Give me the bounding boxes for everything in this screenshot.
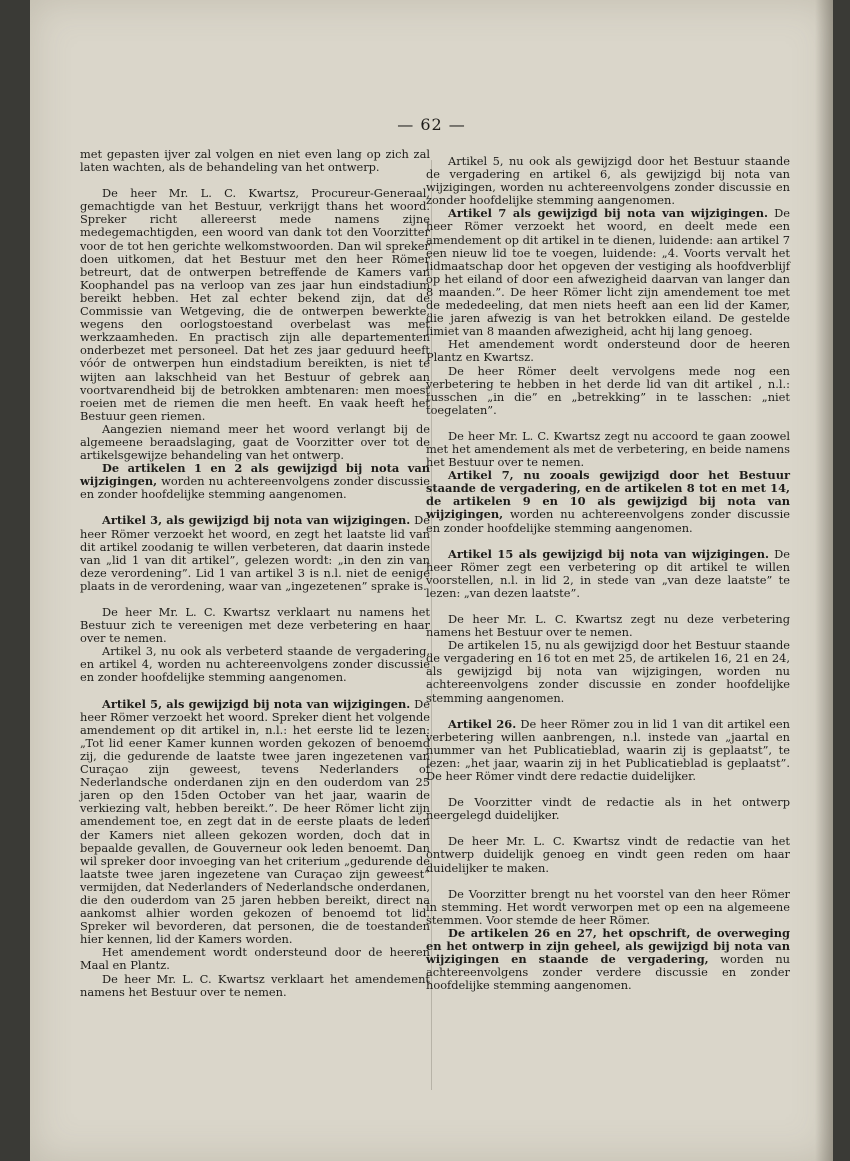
paragraph-text: Artikel 5, nu ook als gewijzigd door het Bestuur staande de vergadering en artikel 6, als gewijzigd bij nota van wijzigingen, worden nu achtereenvolgens zonder discussie en zonder hoofdelijke stemming aangenomen. <box>426 154 790 208</box>
paragraph <box>80 514 430 593</box>
paragraph-text: worden nu achtereenvolgens zonder verdere discussie en zonder hoofdelijke stemming aangenomen. <box>426 952 790 993</box>
paragraph-text: met gepasten ijver zal volgen en niet even lang op zich zal laten wachten, als de behandeling van het ontwerp. <box>80 147 430 175</box>
paragraph <box>426 155 790 207</box>
paragraph-text: Het amendement wordt ondersteund door de heeren Plantz en Kwartsz. <box>426 337 790 365</box>
paragraph-lead: Artikel 5, als gewijzigd bij nota van wijzigingen. <box>102 696 411 711</box>
paragraph <box>426 548 790 600</box>
paragraph-text: De heer Römer zegt een verbetering op dit artikel te willen voorstellen, n.l. in lid 2, in stede van „van deze laatste” te lezen: „van dezen laatste”. <box>426 546 790 600</box>
paragraph-text: De heer Römer verzoekt het woord, en deelt mede een amendement op dit artikel in te dienen, luidende: aan artikel 7 een nieuw lid toe te voegen, luidende: „4. Voorts vervalt het lidmaatschap door het opgeven der vestiging als hoofdverblijf op het eiland of door een afwezigheid daarvan van langer dan 8 maanden.”. De heer Römer licht zijn amendement toe met de mededeeling, dat men niets heeft aan een lid der Kamer, die jaren afwezig is van het betrokken eiland. De gestelde limiet van 8 maanden afwezigheid, acht hij lang genoeg. <box>426 206 791 339</box>
paragraph-lead: Artikel 7 als gewijzigd bij nota van wijzigingen. <box>448 206 768 221</box>
paragraph-lead: Artikel 15 als gewijzigd bij nota van wijzigingen. <box>448 546 769 561</box>
paragraph-text: Artikel 3, nu ook als verbeterd staande de vergadering, en artikel 4, worden nu achtereenvolgens zonder discussie en zonder hoofdelijke stemming aangenomen. <box>80 644 430 685</box>
paragraph-lead: De artikelen 1 en 2 als gewijzigd bij nota van wijzigingen, <box>80 461 430 489</box>
paragraph-text: worden nu achtereenvolgens zonder discussie en zonder hoofdelijke stemming aangenomen. <box>80 474 430 502</box>
paragraph <box>426 927 790 992</box>
paragraph <box>80 187 430 423</box>
paragraph-text: De heer Mr. L. C. Kwartsz verklaart nu namens het Bestuur zich te vereenigen met deze verbetering en haar over te nemen. <box>80 605 430 646</box>
paragraph <box>426 835 790 874</box>
paragraph-text: De heer Römer deelt vervolgens mede nog een verbetering te hebben in het derde lid van dit artikel , n.l.: tusschen „in die” en „betrekking” in te lasschen: „niet toegelaten”. <box>426 363 790 417</box>
paragraph-lead: Artikel 7, nu zooals gewijzigd door het Bestuur staande de vergadering, en de artikelen 8 tot en met 14, de artikelen 9 en 10 als gewijzigd bij nota van wijzigingen, <box>426 468 790 522</box>
paragraph-text: Aangezien niemand meer het woord verlangt bij de algemeene beraadslaging, gaat de Voorzitter over tot de artikelsgewijze behandeling van het ontwerp. <box>80 421 430 463</box>
paragraph-text: De Voorzitter brengt nu het voorstel van den heer Römer in stemming. Het wordt verworpen met op een na algemeene stemmen. Voor stemde de heer Römer. <box>426 886 790 927</box>
paragraph-text: worden nu achtereenvolgens zonder discussie en zonder hoofdelijke stemming aangenomen. <box>426 507 790 535</box>
paragraph <box>426 718 790 783</box>
paragraph-text: De heer Mr. L. C. Kwartsz zegt nu deze verbetering namens het Bestuur over te nemen. <box>426 612 790 640</box>
paragraph-text: De heer Mr. L. C. Kwartsz vindt de redactie van het ontwerp duidelijk genoeg en vindt geen reden om haar duidelijker te maken. <box>426 834 790 875</box>
paragraph-text: De artikelen 15, nu als gewijzigd door het Bestuur staande de vergadering en 16 tot en met 25, de artikelen 16, 21 en 24, als gewijzigd bij nota van wijzigingen, worden nu achtereenvolgens zonder discussie en zonder hoofdelijke stemming aangenomen. <box>426 638 790 705</box>
paragraph-text: De heer Römer verzoekt het woord. Spreker dient het volgende amendement op dit artikel in, n.l.: het eerste lid te lezen: „Tot lid eener Kamer kunnen worden gekozen of benoemd zij, die gedurende de laatste twee jaren ingezetenen van Curaçao zijn geweest, tevens Nederlanders of Nederlandsche onderdanen zijn en den ouderdom van 25 jaren op den 15den October van het jaar, waarin de verkiezing valt, hebben bereikt.”. De heer Römer licht zijn amendement toe, en zegt dat in de eerste plaats de leden der Kamers niet alleen gekozen worden, doch dat in bepaalde gevallen, de Gouverneur ook leden benoemt. Dan wil spreker door invoeging van het criterium „gedurende de laatste twee jaren ingezetene van Curaçao zijn geweest” vermijden, dat Nederlanders of Nederlandsche onderdanen, die den ouderdom van 25 jaren hebben bereikt, direct na aankomst alhier worden gekozen of benoemd tot lid. Spreker wil bevorderen, dat personen, die de toestanden hier kennen, lid der Kamers worden. <box>80 696 430 947</box>
paragraph <box>426 207 790 338</box>
paragraph-text: De heer Römer verzoekt het woord, en zegt het laatste lid van dit artikel zoodanig te willen verbeteren, dat daarin instede van „lid 1 van dit artikel”, gelezen wordt: „in den zin van deze verordening”. Lid 1 van artikel 3 is n.l. niet de eenige plaats in de verordening, waar van „ingezetenen” sprake is. <box>80 513 430 593</box>
paragraph-text: De heer Mr. L. C. Kwartsz, Procureur-Generaal, gemachtigde van het Bestuur, verkrijgt thans het woord. Spreker richt allereerst mede namens zijne medegemachtigden, een woord van dank tot den Voorzitter voor de tot hen gerichte welkomstwoorden. Dan wil spreker doen uitkomen, dat het Bestuur met den heer Römer betreurt, dat de ontwerpen betreffende de Kamers van Koophandel pas na verloop van zes jaar hun eindstadium bereikt hebben. Het zal echter bekend zijn, dat de Commissie van Wetgeving, die de ontwerpen bewerkte, wegens den oorlogstoestand overbelast was met werkzaamheden. En practisch zijn alle departementen onderbezet met personeel. Dat het zes jaar geduurd heeft vóór de ontwerpen hun eindstadium bereikten, is niet te wijten aan lakschheid van het Bestuur of gebrek aan voortvarendheid bij de betrokken ambtenaren: men moest roeien met de riemen die men heeft. En vaak heeft het Bestuur geen riemen. <box>80 186 430 423</box>
right-column <box>426 155 790 992</box>
paragraph <box>426 639 790 704</box>
paragraph-text: De heer Römer zou in lid 1 van dit artikel een verbetering willen aanbrengen, n.l. instede van „jaartal en nummer van het Publicatieblad, waarin zij is geplaatst”, te lezen: „het jaar, waarin zij in het Publicatieblad is geplaatst”. De heer Römer vindt dere redactie duidelijker. <box>426 716 790 784</box>
paragraph-text: De Voorzitter vindt de redactie als in het ontwerp neergelegd duidelijker. <box>426 795 790 823</box>
paragraph <box>80 148 430 174</box>
paragraph <box>426 888 790 927</box>
paragraph <box>426 613 790 639</box>
paragraph <box>426 796 790 822</box>
paragraph <box>80 606 430 645</box>
paragraph-lead: Artikel 3, als gewijzigd bij nota van wijzigingen. <box>102 513 411 528</box>
paragraph-text: Het amendement wordt ondersteund door de heeren Maal en Plantz. <box>80 945 430 973</box>
paragraph <box>426 469 790 534</box>
paragraph <box>80 645 430 684</box>
paragraph <box>80 698 430 947</box>
paragraph-lead: Artikel 26. <box>448 716 517 731</box>
paragraph <box>80 946 430 972</box>
paragraph-text: De heer Mr. L. C. Kwartsz zegt nu accoord te gaan zoowel met het amendement als met de verbetering, en beide namens het Bestuur over te nemen. <box>426 428 790 470</box>
paragraph-text: De heer Mr. L. C. Kwartsz verklaart het amendement namens het Bestuur over te nemen. <box>80 971 430 999</box>
paragraph <box>80 423 430 462</box>
paragraph <box>80 462 430 501</box>
paragraph-lead: De artikelen 26 en 27, het opschrift, de overweging en het ontwerp in zijn geheel, als gewijzigd bij nota van wijzigingen en staande de vergadering, <box>426 925 790 967</box>
left-column <box>80 148 430 999</box>
paragraph <box>80 973 430 999</box>
document-page <box>30 0 833 1161</box>
page-edge-shadow <box>815 0 833 1161</box>
paragraph <box>426 338 790 364</box>
paragraph <box>426 365 790 417</box>
paragraph <box>426 430 790 469</box>
page-number: — 62 — <box>397 115 466 134</box>
